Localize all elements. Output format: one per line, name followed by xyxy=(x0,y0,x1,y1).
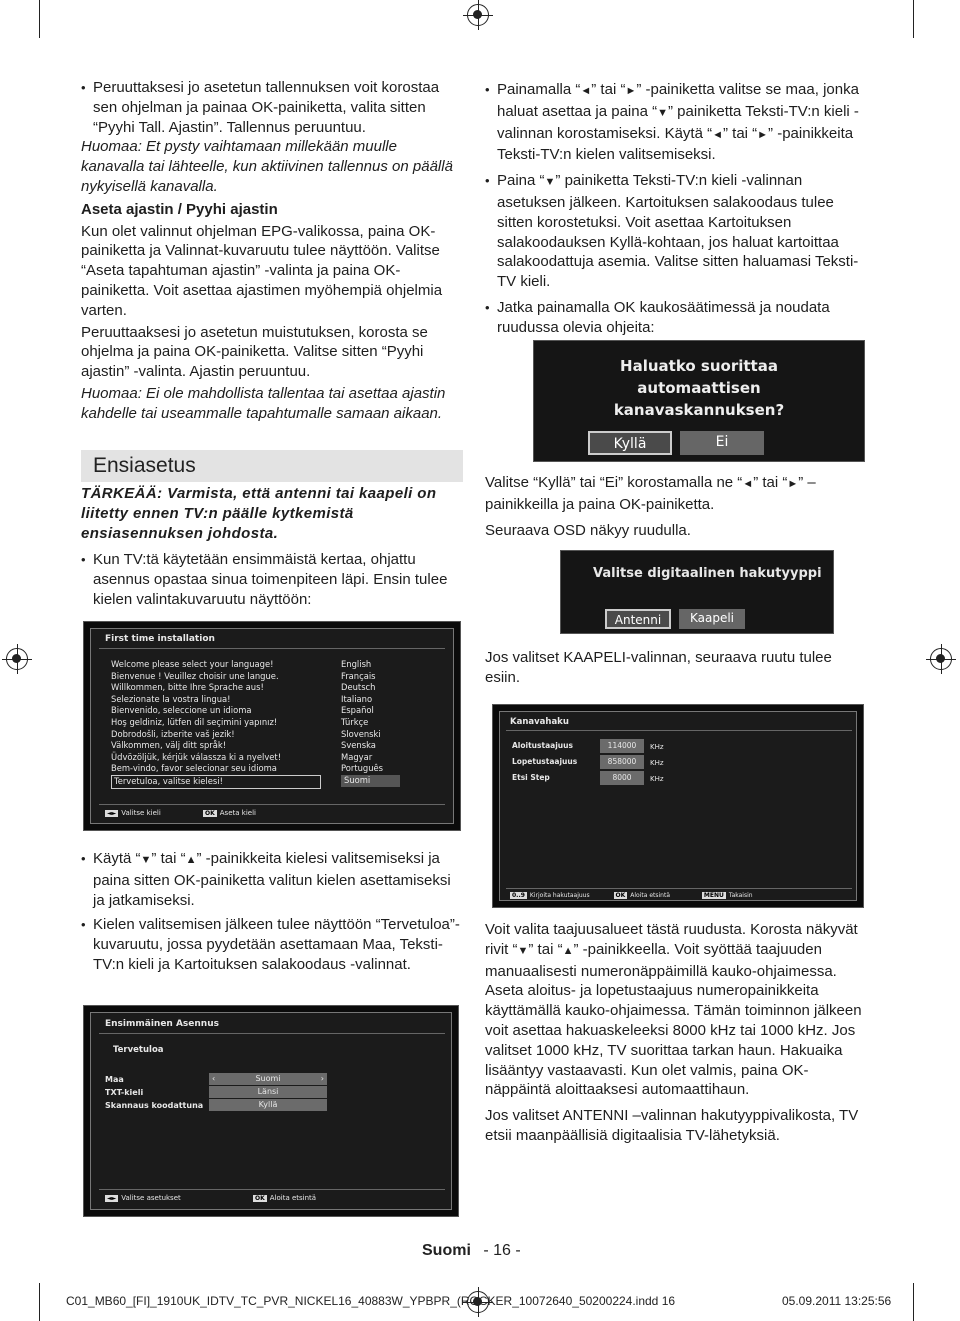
right-arrow-icon: ► xyxy=(757,128,769,141)
dialog-title: Valitse digitaalinen hakutyyppi xyxy=(593,566,822,581)
important-note: TÄRKEÄÄ: Varmista, että antenni tai kaapeli on liitetty ennen TV:n päälle kytkemistä ensiasennuksen johdosta. xyxy=(81,485,437,542)
greeting: Välkommen, välj ditt språk! xyxy=(111,740,227,751)
divider xyxy=(99,1033,445,1034)
greeting: Bienvenido, seleccione un idioma xyxy=(111,705,252,716)
file-slug: C01_MB60_[FI]_1910UK_IDTV_TC_PVR_NICKEL16_40883W_YPBPR_(ROCKER_10072640_50200224.indd 16 xyxy=(66,1294,676,1308)
language-option[interactable]: Français xyxy=(341,670,376,681)
right-arrow-icon: ► xyxy=(625,85,637,97)
teletext-language-select[interactable]: Länsi xyxy=(209,1086,327,1098)
right-column-mid xyxy=(485,473,867,540)
key-icon: ◄► xyxy=(107,1195,117,1202)
unit-label: KHz xyxy=(650,775,664,783)
paragraph: Käytä “▼” tai “▲” -painikkeita kielesi valitsemiseksi ja paina sitten OK-painiketta valitun kielen asettamiseksi ja jatkamiseksi. xyxy=(93,850,451,909)
language-greetings xyxy=(111,659,321,789)
start-frequency-field[interactable]: 114000 xyxy=(600,739,644,753)
language-option[interactable]: Magyar xyxy=(341,751,373,762)
language-option[interactable]: Deutsch xyxy=(341,682,376,693)
right-arrow-icon: ► xyxy=(787,478,799,490)
down-arrow-icon: ▼ xyxy=(140,854,152,866)
section-heading: Aseta ajastin / Pyyhi ajastin xyxy=(81,200,278,218)
down-arrow-icon: ▼ xyxy=(517,944,529,957)
no-button[interactable]: Ei xyxy=(680,431,764,455)
language-selection-screen xyxy=(83,621,461,831)
language-option[interactable]: Português xyxy=(341,763,384,774)
paragraph: Kielen valitsemisen jälkeen tulee näyttöön “Tervetuloa”-kuvaruutu, jossa pyydetään asettamaan Maa, Teksti-TV:n kieli ja Kartoituksen salakoodaus -valinnat. xyxy=(93,916,460,973)
footer-hint: Valitse asetukset xyxy=(121,1194,181,1202)
unit-label: KHz xyxy=(650,743,664,751)
stop-frequency-field[interactable]: 858000 xyxy=(600,755,644,769)
greeting: Bem-vindo, favor selecionar seu idioma xyxy=(111,763,277,774)
greeting: Bienvenue ! Veuillez choisir une langue. xyxy=(111,670,279,681)
footer-hint: Aloita etsintä xyxy=(630,892,670,899)
greeting: Dobrodošli, izberite vaš jezik! xyxy=(111,728,235,739)
left-arrow-icon: ◄ xyxy=(580,85,592,97)
paragraph: Jatka painamalla OK kaukosäätimessä ja noudata ruudussa olevia ohjeita: xyxy=(497,298,830,336)
settings-values xyxy=(209,1073,327,1111)
greeting: Üdvözöljük, kérjük válassza ki a nyelvet! xyxy=(111,751,282,762)
osd-title: Kanavahaku xyxy=(510,717,569,727)
divider xyxy=(99,804,445,805)
key-icon: 0..9 xyxy=(512,892,525,899)
bullet-item: • Painamalla “◄” tai “►” -painiketta valitse se maa, jonka haluat asettaa ja paina “▼” painiketta Teksti-TV:n kieli -valinnan korostamiseksi. Käytä “◄” tai “►” -painikkeita Teksti-TV:n kielen valitsemiseksi. xyxy=(485,80,867,165)
bullet-item: • Paina “▼” painiketta Teksti-TV:n kieli -valinnan asetuksen jälkeen. Kartoituksen salakoodaus tulee sitten korostetuksi. Voit asettaa Kartoituksen salakoodauksen Kyllä-kohtaan, jos haluat kartoittaa salakoodattuja asemia. Valitse sitten haluamasi Teksti-TV kieli. xyxy=(485,171,867,292)
paragraph: Jos valitset KAAPELI-valinnan, seuraava ruutu tulee esiin. xyxy=(485,649,832,686)
key-icon: ◄► xyxy=(107,810,117,817)
registration-mark-icon xyxy=(467,4,489,26)
search-type-dialog xyxy=(560,550,834,634)
paragraph: Peruuttaksesi jo asetetun tallennuksen voit korostaa sen ohjelman ja painaa OK-painiketta, valita sitten “Pyyhi Tall. Ajastin”. Tallennus peruuntuu. xyxy=(93,79,440,136)
note: Huomaa: Et pysty vaihtamaan millekään muulle kanavalla tai lähteelle, kun aktiivinen tallennus on päällä nykyisellä kanavalla. xyxy=(81,138,453,195)
language-option[interactable]: Italiano xyxy=(341,693,373,704)
language-option[interactable]: Svenska xyxy=(341,740,376,751)
channel-search-screen xyxy=(492,704,864,908)
paragraph: Voit valita taajuusalueet tästä ruudusta. Korosta näkyvät rivit “▼” tai “▲” -painikkeella. Voit syöttää taajuuden manuaalisesti numeronäppäimillä kauko-ohjaimessa. Aseta aloitus- ja lopetustaajuus numeropainikkeita käyttämällä kauko-ohjaimessa. Tämän toiminnon jälkeen voit asettaa hakuaskeleeksi 8000 kHz tai 1000 kHz. Jos valitset 1000 kHz, TV suorittaa tarkan haun. Hakuaika lisääntyy vastaavasti. Kun olet valmis, paina OK-näppäintä aloittaaksesi automaattihaun. xyxy=(485,921,862,1099)
language-list xyxy=(341,659,400,787)
frequency-values xyxy=(600,739,644,785)
unit-label: KHz xyxy=(650,759,664,767)
key-icon: OK xyxy=(205,810,215,817)
language-option[interactable]: Español xyxy=(341,705,374,716)
language-label: Suomi xyxy=(422,1242,471,1259)
left-column-bottom xyxy=(81,849,463,975)
dialog-title: Haluatko suorittaa automaattisen kanavaskannuksen? xyxy=(613,357,785,419)
auto-scan-dialog xyxy=(533,340,865,462)
yes-button[interactable]: Kyllä xyxy=(588,431,672,455)
up-arrow-icon: ▲ xyxy=(185,854,197,866)
divider xyxy=(99,648,445,649)
osd-footer xyxy=(105,1194,316,1202)
paragraph: Paina “▼” painiketta Teksti-TV:n kieli -valinnan asetuksen jälkeen. Kartoituksen salakoodaus tulee sitten korostetuksi. Voit asettaa Kartoituksen salakoodauksen Kyllä-kohtaan, jos haluat kartoittaa salakoodattuja asemia. Valitse sitten haluamasi Teksti-TV kieli. xyxy=(497,172,859,291)
search-step-field[interactable]: 8000 xyxy=(600,771,644,785)
paragraph: Painamalla “◄” tai “►” -painiketta valitse se maa, jonka haluat asettaa ja paina “▼” painiketta Teksti-TV:n kieli -valinnan korostamiseksi. Käytä “◄” tai “►” -painikkeita Teksti-TV:n kielen valitsemiseksi. xyxy=(497,81,859,164)
section-title: Ensiasetus xyxy=(93,454,196,477)
bullet-item: • Jatka painamalla OK kaukosäätimessä ja noudata ruudussa olevia ohjeita: xyxy=(485,298,867,338)
page-footer xyxy=(422,1242,521,1260)
welcome-heading: Tervetuloa xyxy=(113,1045,164,1055)
setting-label: Etsi Step xyxy=(512,773,550,782)
note: Huomaa: Ei ole mahdollista tallentaa tai asettaa ajastin kahdelle tai useammalle tapahtumalle samaan aikaan. xyxy=(81,384,446,422)
paragraph: Jos valitset ANTENNI –valinnan hakutyyppivalikosta, TV etsii maanpäällisiä digitaalisia TV-lähetyksiä. xyxy=(485,1107,859,1144)
chevron-right-icon: › xyxy=(320,1074,324,1083)
crop-mark xyxy=(39,0,40,38)
greeting-selected[interactable]: Tervetuloa, valitse kielesi! xyxy=(111,775,321,789)
osd-footer xyxy=(510,892,753,899)
greeting: Willkommen, bitte Ihre Sprache aus! xyxy=(111,682,264,693)
greeting: Hoş geldiniz, lütfen dil seçimini yapınız! xyxy=(111,716,278,727)
osd-footer xyxy=(105,809,256,817)
bullet-item: • Peruuttaksesi jo asetetun tallennuksen voit korostaa sen ohjelman ja painaa OK-painiketta, valita sitten “Pyyhi Tall. Ajastin”. Tallennus peruuntuu. xyxy=(81,78,463,137)
bullet-item: • Käytä “▼” tai “▲” -painikkeita kielesi valitsemiseksi ja paina sitten OK-painiketta valitun kielen asettamiseksi ja jatkamiseksi. xyxy=(81,849,463,910)
setting-label: TXT-kieli xyxy=(105,1088,144,1097)
chevron-left-icon: ‹ xyxy=(212,1074,216,1083)
paragraph: Valitse “Kyllä” tai “Ei” korostamalla ne “◄” tai “►” –painikkeilla ja paina OK-painiketta. xyxy=(485,474,816,513)
settings-labels xyxy=(105,1073,203,1112)
right-column-top xyxy=(485,80,867,338)
crop-mark xyxy=(39,1283,40,1321)
frequency-units xyxy=(650,739,664,787)
country-select[interactable]: ‹ Suomi › xyxy=(209,1073,327,1085)
divider xyxy=(506,730,852,731)
footer-hint: Valitse kieli xyxy=(121,809,161,817)
paragraph: Seuraava OSD näkyy ruudulla. xyxy=(485,521,691,539)
greeting: Welcome please select your language! xyxy=(111,659,274,669)
setting-label: Aloitustaajuus xyxy=(512,741,573,750)
key-icon: OK xyxy=(615,892,626,899)
osd-panel xyxy=(90,628,454,824)
footer-hint: Kirjoita hakutaajuus xyxy=(529,892,590,899)
key-icon: OK xyxy=(255,1195,265,1202)
cable-button[interactable]: Kaapeli xyxy=(679,609,745,629)
page-number: - 16 - xyxy=(483,1242,521,1259)
osd-panel xyxy=(90,1012,452,1210)
greeting: Selezionate la vostra lingua! xyxy=(111,693,231,704)
down-arrow-icon: ▼ xyxy=(544,176,556,189)
crop-mark xyxy=(913,1283,914,1321)
crop-mark xyxy=(913,0,914,38)
language-option[interactable]: English xyxy=(341,659,372,669)
paragraph: Kun olet valinnut ohjelman EPG-valikossa, paina OK-painiketta ja Valinnat-kuvaruutu tulee näyttöön. Valitse “Aseta tapahtuman ajastin” -valinta ja paina OK-painiketta. Voit asettaa ajastimen myöhempiä ohjelmia varten. xyxy=(81,222,443,319)
divider xyxy=(506,888,852,889)
divider xyxy=(99,1189,445,1190)
osd-title: First time installation xyxy=(105,634,215,644)
paragraph: Peruuttaaksesi jo asetetun muistutuksen, korosta se ohjelma ja paina OK-painiketta. Valitse sitten “Pyyhi ajastin” -valinta. Ajastin peruuntuu. xyxy=(81,323,428,381)
scan-encrypted-select[interactable]: Kyllä xyxy=(209,1099,327,1111)
registration-mark-icon xyxy=(930,648,952,670)
frequency-labels xyxy=(512,738,577,786)
language-option[interactable]: Slovenski xyxy=(341,728,381,739)
bullet-item: • Kun TV:tä käytetään ensimmäistä kertaa, ohjattu asennus opastaa sinua toimenpiteen läpi. Ensin tulee kielen valintakuvaruutu näyttöön: xyxy=(81,550,463,609)
section-header-bar xyxy=(81,450,463,482)
left-column xyxy=(81,78,463,424)
setting-label: Skannaus koodattuna xyxy=(105,1101,204,1110)
down-arrow-icon: ▼ xyxy=(657,106,669,119)
right-column-bottom xyxy=(485,920,867,1146)
bullet-item: • Kielen valitsemisen jälkeen tulee näyttöön “Tervetuloa”-kuvaruutu, jossa pyydetään asettamaan Maa, Teksti-TV:n kieli ja Kartoituksen salakoodaus -valinnat. xyxy=(81,915,463,974)
footer-hint: Aloita etsintä xyxy=(269,1194,317,1202)
footer-hint: Takaisin xyxy=(728,892,753,899)
first-installation-screen xyxy=(83,1005,459,1217)
left-arrow-icon: ◄ xyxy=(742,478,754,490)
up-arrow-icon: ▲ xyxy=(562,944,574,957)
key-icon: MENU xyxy=(703,892,724,899)
osd-panel xyxy=(499,711,857,901)
language-option-selected[interactable]: Suomi xyxy=(341,775,400,787)
antenna-button[interactable]: Antenni xyxy=(605,609,671,629)
language-option[interactable]: Türkçe xyxy=(341,716,369,727)
paragraph: Kun TV:tä käytetään ensimmäistä kertaa, ohjattu asennus opastaa sinua toimenpiteen läpi. Ensin tulee kielen valintakuvaruutu näyttöön: xyxy=(93,551,448,608)
setting-label: Maa xyxy=(105,1075,124,1084)
osd-title: Ensimmäinen Asennus xyxy=(105,1019,219,1029)
setting-label: Lopetustaajuus xyxy=(512,757,578,766)
footer-hint: Aseta kieli xyxy=(219,809,256,817)
left-column-intro xyxy=(81,550,463,609)
registration-mark-icon xyxy=(6,648,28,670)
print-date: 05.09.2011 13:25:56 xyxy=(782,1294,892,1308)
left-arrow-icon: ◄ xyxy=(712,128,723,141)
